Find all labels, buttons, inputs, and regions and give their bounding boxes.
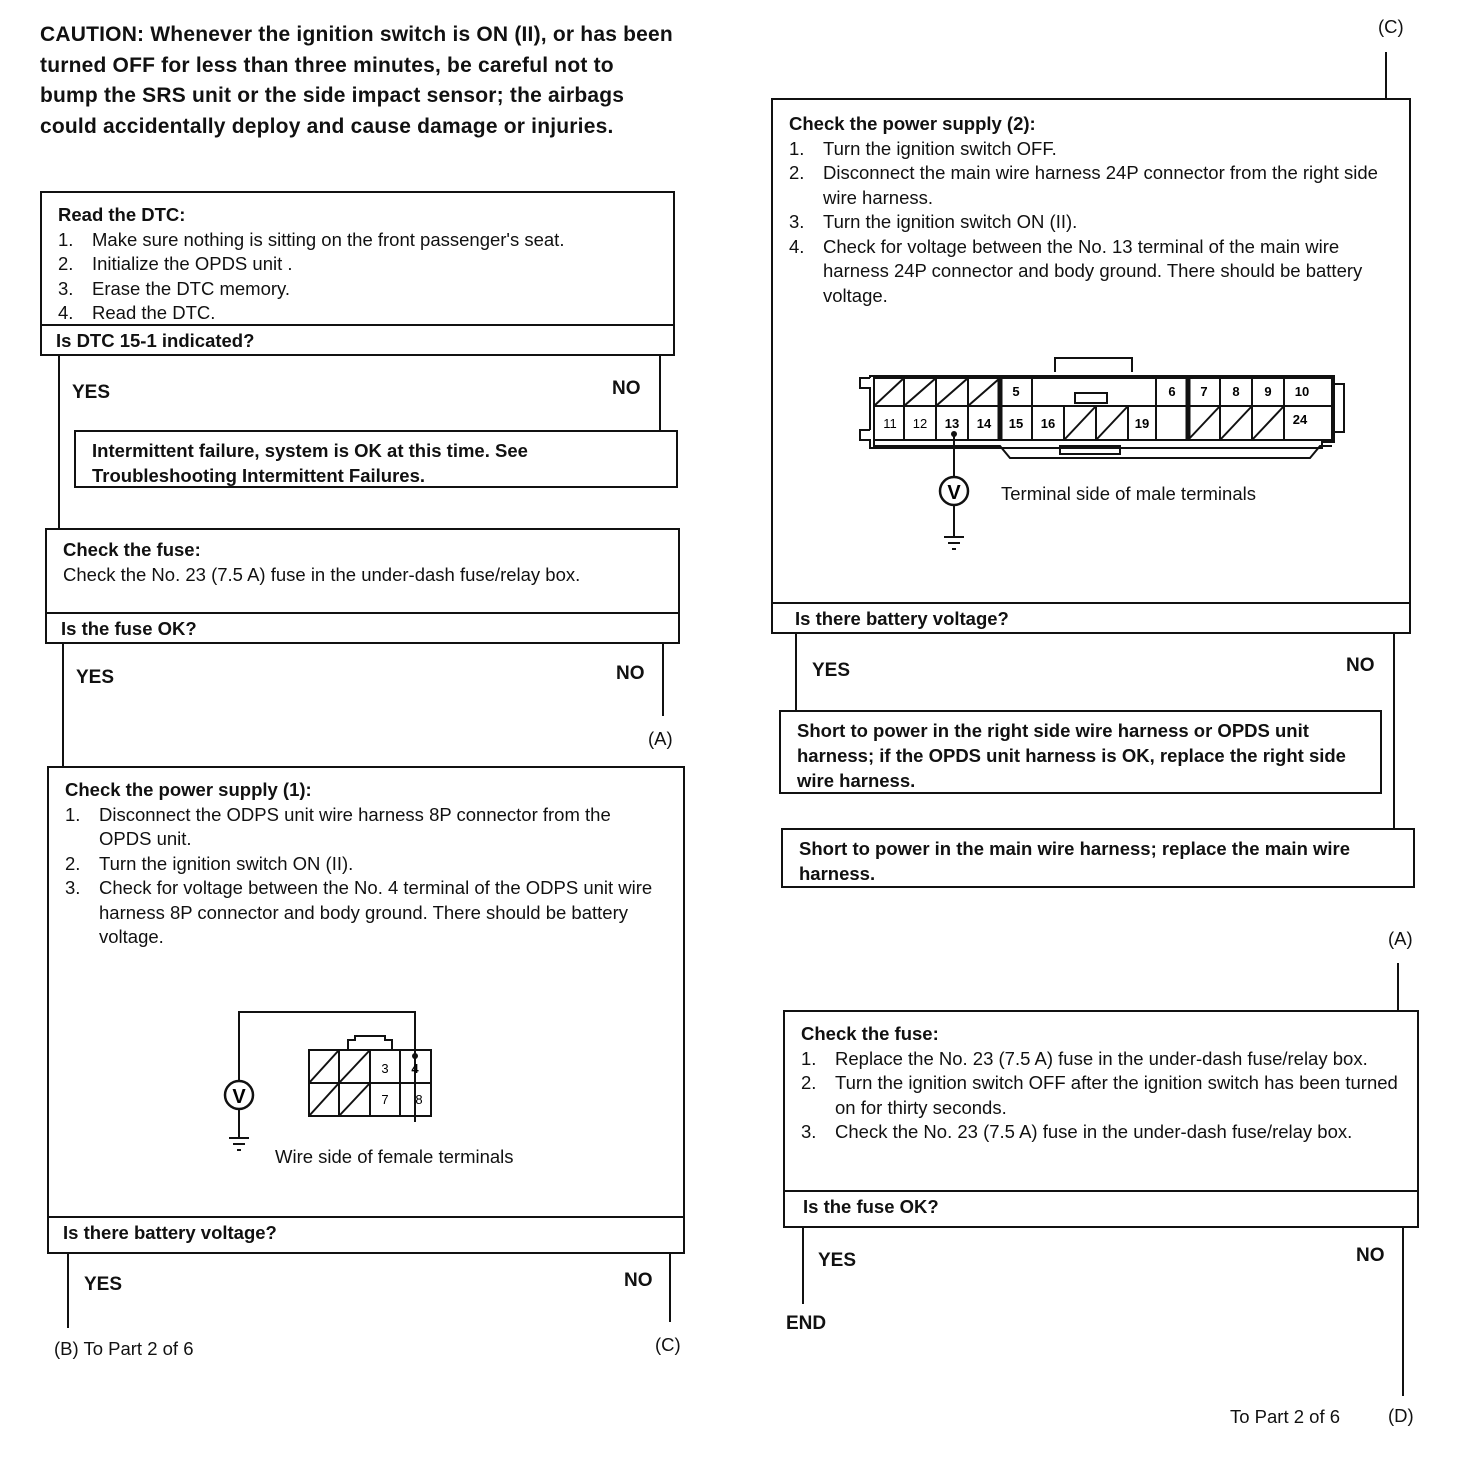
check-fuse-no: NO [616,663,645,684]
voltmeter-label-2: V [947,482,961,504]
read-dtc-box [40,191,675,356]
read-dtc-step [58,228,657,253]
power-supply-1-step [65,876,667,950]
power-supply-2-step-number: 4. [789,235,805,257]
connector-8p-body [309,1036,431,1122]
connector-24p-bottom-row [904,406,1284,440]
ref-c-top: (C) [1378,16,1404,37]
power-supply-1-step-text: Turn the ignition switch ON (II). [99,852,354,874]
power-supply-2-step-number: 3. [789,211,805,232]
t24-11: 11 [883,416,897,431]
connector-24p-caption: Terminal side of male terminals [1001,483,1256,504]
power-supply-1-step-text: Disconnect the ODPS unit wire harness 8P connector from the OPDS unit. [99,803,611,849]
intermittent-box: Intermittent failure, system is OK at this time. See Troubleshooting Intermittent Failures. [74,430,678,488]
check-fuse-no-line [662,644,664,716]
read-dtc-step-number: 1. [58,228,74,250]
ground-icon-2 [944,537,964,549]
t24-12: 12 [912,416,928,431]
cf2-no: NO [1356,1245,1385,1266]
t24-16: 16 [1040,416,1056,431]
t24-14: 14 [976,416,992,431]
check-fuse-2-step-text: Turn the ignition switch OFF after the ignition switch has been turned on for thirty seconds. [835,1072,1398,1118]
t24-7: 7 [1200,384,1208,399]
t24-8: 8 [1232,384,1240,399]
connector-8p-caption: Wire side of female terminals [275,1146,514,1167]
check-fuse-2-step-text: Check the No. 23 (7.5 A) fuse in the under-dash fuse/relay box. [835,1121,1353,1142]
ps1-yes-line [67,1254,69,1328]
power-supply-1-step-text: Check for voltage between the No. 4 terminal of the ODPS unit wire harness 8P connector and body ground. There should be battery voltage. [99,877,653,947]
cf2-yes: YES [818,1250,857,1271]
check-fuse-yes: YES [76,667,115,688]
ps1-no-line [669,1254,671,1322]
ref-d: (D) [1388,1405,1414,1426]
short-main-box: Short to power in the main wire harness; replace the main wire harness. [781,828,1415,888]
to-part-label: To Part 2 of 6 [1230,1406,1341,1427]
power-supply-2-step-text: Turn the ignition switch ON (II). [823,211,1078,232]
ps2-yes: YES [812,660,851,681]
ps1-ref-c: (C) [655,1334,681,1355]
t24-15: 15 [1008,416,1024,431]
short-right-box: Short to power in the right side wire harness or OPDS unit harness; if the OPDS unit harness is OK, replace the right side wire harness. [779,710,1382,794]
ps2-no-line [1393,634,1395,830]
check-fuse-2-step-number: 2. [801,1072,817,1093]
read-dtc-step-text: Read the DTC. [92,302,216,323]
check-fuse-2-question: Is the fuse OK? [785,1190,1417,1226]
ps1-yes: YES [84,1274,123,1295]
power-supply-2-step [789,210,1393,235]
check-fuse-2-step-number: 3. [801,1121,817,1142]
read-dtc-step-number: 2. [58,253,74,274]
ps2-yes-line [795,634,797,712]
terminal-4-label: 4 [411,1061,419,1076]
read-dtc-step-number: 4. [58,302,74,323]
check-fuse-box [45,528,680,644]
ref-a-right: (A) [1388,928,1413,949]
read-dtc-step [58,252,657,277]
t24-9: 9 [1264,384,1272,399]
power-supply-1-step-number: 1. [65,803,81,825]
power-supply-2-question: Is there battery voltage? [773,602,1409,632]
caution-text: CAUTION: Whenever the ignition switch is ON (II), or has been turned OFF for less than three minutes, be careful not to bump the SRS unit or the side impact sensor; the airbags could accidentally deploy and cause damage or injuries. [40,23,673,138]
check-fuse-2-box [783,1010,1419,1228]
t24-24: 24 [1292,412,1308,427]
read-dtc-no: NO [612,378,641,399]
check-fuse-2-step [801,1120,1401,1145]
check-fuse-2-steps [801,1047,1401,1145]
terminal-8-label: 8 [415,1092,423,1107]
read-dtc-yes: YES [72,382,111,403]
power-supply-1-step-number: 2. [65,852,81,874]
power-supply-2-step [789,137,1393,162]
t24-6: 6 [1168,384,1176,399]
read-dtc-yes-line [58,356,60,531]
read-dtc-step [58,301,657,326]
read-dtc-step-text: Make sure nothing is sitting on the front passenger's seat. [92,228,565,250]
power-supply-1-title: Check the power supply (1): [65,779,312,800]
ref-a-line [1397,963,1399,1011]
power-supply-1-steps [65,803,667,950]
terminal-7-label: 7 [381,1092,389,1107]
read-dtc-no-line [659,356,661,430]
power-supply-1-step [65,852,667,877]
power-supply-2-step-text: Check for voltage between the No. 13 terminal of the main wire harness 24P connector and body ground. There should be battery voltage. [823,235,1363,306]
check-fuse-2-step-text: Replace the No. 23 (7.5 A) fuse in the under-dash fuse/relay box. [835,1047,1368,1069]
power-supply-1-step-number: 3. [65,877,81,898]
check-fuse-question: Is the fuse OK? [47,612,678,642]
check-fuse-2-step-number: 1. [801,1047,817,1069]
check-fuse-title: Check the fuse: [63,539,201,560]
ps2-no: NO [1346,655,1375,676]
ref-c-line [1385,52,1387,100]
read-dtc-steps [58,228,657,326]
power-supply-2-steps [789,137,1393,309]
power-supply-2-title: Check the power supply (2): [789,113,1036,134]
power-supply-2-step-text: Turn the ignition switch OFF. [823,137,1057,159]
t24-13: 13 [944,416,960,431]
check-fuse-ref-a: (A) [648,728,673,749]
power-supply-2-step [789,235,1393,309]
power-supply-2-step [789,161,1393,210]
cf2-no-line [1402,1228,1404,1396]
cf2-yes-line [802,1228,804,1304]
check-fuse-yes-line [62,644,64,768]
read-dtc-title: Read the DTC: [58,204,186,225]
power-supply-1-step [65,803,667,852]
ps1-ref-b: (B) To Part 2 of 6 [54,1338,194,1359]
power-supply-2-step-text: Disconnect the main wire harness 24P connector from the right side wire harness. [823,162,1378,208]
t24-5: 5 [1012,384,1020,399]
check-fuse-text: Check the No. 23 (7.5 A) fuse in the under-dash fuse/relay box. [63,563,581,585]
check-fuse-2-title: Check the fuse: [801,1023,939,1044]
t24-19: 19 [1134,416,1150,431]
ps1-no: NO [624,1270,653,1291]
voltmeter-label: V [232,1086,246,1108]
read-dtc-step [58,277,657,302]
terminal-3-label: 3 [381,1061,389,1076]
connector-24p-diagram [850,350,1350,570]
connector-24p-body [860,358,1344,458]
read-dtc-step-text: Initialize the OPDS unit . [92,253,293,274]
t24-10: 10 [1294,384,1310,399]
end-label: END [786,1313,827,1334]
check-fuse-2-step [801,1047,1401,1072]
check-fuse-2-step [801,1071,1401,1120]
read-dtc-question: Is DTC 15-1 indicated? [42,324,673,354]
power-supply-1-question: Is there battery voltage? [49,1216,683,1252]
ground-icon [229,1138,249,1150]
read-dtc-step-text: Erase the DTC memory. [92,277,291,299]
power-supply-2-step-number: 2. [789,162,805,183]
read-dtc-step-number: 3. [58,277,74,299]
power-supply-2-step-number: 1. [789,137,805,159]
